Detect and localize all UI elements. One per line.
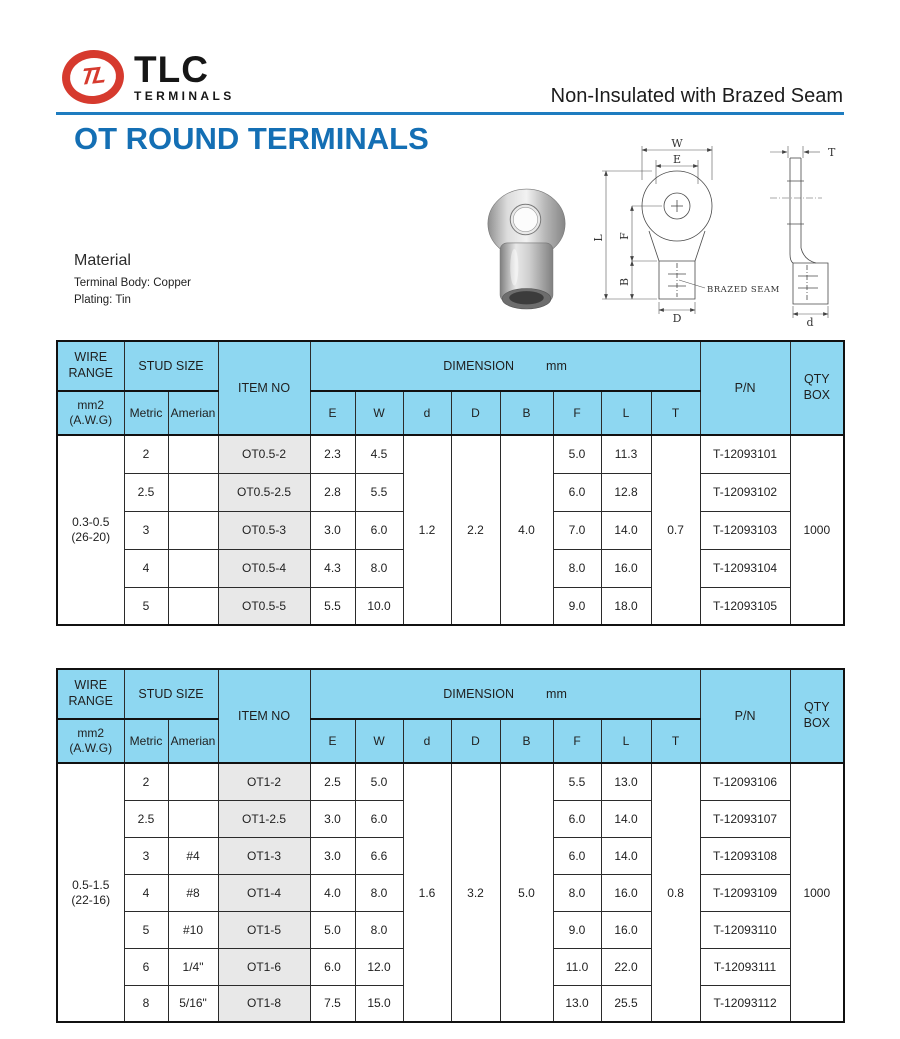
side-view-drawing <box>760 136 860 328</box>
cell-american <box>168 473 218 511</box>
cell-e: 5.5 <box>310 587 355 625</box>
col-qty-box: QTY BOX <box>790 669 844 763</box>
cell-american <box>168 435 218 473</box>
material-section <box>74 252 191 310</box>
cell-t-shared: 0.8 <box>651 763 700 1022</box>
cell-w: 5.5 <box>355 473 403 511</box>
cell-e: 3.0 <box>310 800 355 837</box>
brand-logo <box>62 50 235 104</box>
col-wire-sub: mm2 (A.W.G) <box>57 719 124 763</box>
col-wire-range: WIRE RANGE <box>57 669 124 719</box>
cell-american <box>168 549 218 587</box>
cell-american <box>168 800 218 837</box>
col-pn: P/N <box>700 341 790 435</box>
cell-pn: T-12093111 <box>700 948 790 985</box>
cell-item-no: OT0.5-5 <box>218 587 310 625</box>
col-american: Amerian <box>168 719 218 763</box>
cell-f: 6.0 <box>553 800 601 837</box>
cell-f: 11.0 <box>553 948 601 985</box>
cell-f: 8.0 <box>553 874 601 911</box>
cell-l: 14.0 <box>601 800 651 837</box>
cell-metric: 3 <box>124 511 168 549</box>
cell-f: 5.0 <box>553 435 601 473</box>
cell-item-no: OT1-6 <box>218 948 310 985</box>
dim-label-l: L <box>592 234 605 242</box>
brand-text <box>134 50 235 103</box>
cell-e: 6.0 <box>310 948 355 985</box>
cell-l: 25.5 <box>601 985 651 1022</box>
cell-l: 12.8 <box>601 473 651 511</box>
cell-f: 8.0 <box>553 549 601 587</box>
cell-w: 10.0 <box>355 587 403 625</box>
col-item-no: ITEM NO <box>218 669 310 763</box>
dim-label-b: B <box>618 277 631 287</box>
col-dimension: DIMENSION mm <box>310 669 700 719</box>
cell-f: 6.0 <box>553 837 601 874</box>
col-pn: P/N <box>700 669 790 763</box>
col-stud-size: STUD SIZE <box>124 341 218 391</box>
col-dim-w: W <box>355 391 403 435</box>
cell-w: 6.6 <box>355 837 403 874</box>
cell-f: 5.5 <box>553 763 601 800</box>
cell-metric: 5 <box>124 911 168 948</box>
col-dim-b: B <box>500 719 553 763</box>
cell-item-no: OT1-8 <box>218 985 310 1022</box>
cell-item-no: OT0.5-2 <box>218 435 310 473</box>
cell-e: 5.0 <box>310 911 355 948</box>
spec-table-ot1 <box>56 668 845 1023</box>
cell-b-shared: 5.0 <box>500 763 553 1022</box>
cell-metric: 2 <box>124 763 168 800</box>
cell-l: 14.0 <box>601 837 651 874</box>
cell-american: 1/4" <box>168 948 218 985</box>
cell-l: 14.0 <box>601 511 651 549</box>
header-rule <box>56 112 844 115</box>
cell-american: 5/16" <box>168 985 218 1022</box>
cell-american: #10 <box>168 911 218 948</box>
cell-pn: T-12093105 <box>700 587 790 625</box>
spec-table-ot05 <box>56 340 845 626</box>
cell-e: 2.3 <box>310 435 355 473</box>
cell-w: 5.0 <box>355 763 403 800</box>
cell-item-no: OT1-2.5 <box>218 800 310 837</box>
cell-item-no: OT0.5-3 <box>218 511 310 549</box>
cell-metric: 2.5 <box>124 800 168 837</box>
cell-w: 8.0 <box>355 911 403 948</box>
col-dim-f: F <box>553 719 601 763</box>
cell-item-no: OT1-2 <box>218 763 310 800</box>
cell-pn: T-12093109 <box>700 874 790 911</box>
cell-w: 8.0 <box>355 874 403 911</box>
col-dim-t: T <box>651 719 700 763</box>
col-stud-size: STUD SIZE <box>124 669 218 719</box>
cell-b-shared: 4.0 <box>500 435 553 625</box>
col-wire-sub: mm2 (A.W.G) <box>57 391 124 435</box>
col-dim-t: T <box>651 391 700 435</box>
cell-l: 18.0 <box>601 587 651 625</box>
cell-pn: T-12093107 <box>700 800 790 837</box>
cell-item-no: OT0.5-4 <box>218 549 310 587</box>
cell-e: 2.8 <box>310 473 355 511</box>
cell-american <box>168 587 218 625</box>
cell-metric: 2.5 <box>124 473 168 511</box>
cell-pn: T-12093102 <box>700 473 790 511</box>
cell-e: 2.5 <box>310 763 355 800</box>
cell-l: 13.0 <box>601 763 651 800</box>
cell-wire-range: 0.5-1.5 (22-16) <box>57 763 124 1022</box>
cell-d-shared: 1.2 <box>403 435 451 625</box>
cell-metric: 4 <box>124 549 168 587</box>
cell-t-shared: 0.7 <box>651 435 700 625</box>
cell-american: #4 <box>168 837 218 874</box>
material-heading: Material <box>74 252 131 269</box>
col-dim-e: E <box>310 391 355 435</box>
emblem-letters: TL <box>79 60 107 90</box>
cell-pn: T-12093101 <box>700 435 790 473</box>
cell-f: 9.0 <box>553 587 601 625</box>
cell-l: 22.0 <box>601 948 651 985</box>
dim-label-f: F <box>618 232 631 240</box>
dim-label-d-upper: D <box>672 312 682 325</box>
col-dim-D: D <box>451 719 500 763</box>
cell-w: 12.0 <box>355 948 403 985</box>
cell-l: 16.0 <box>601 549 651 587</box>
cell-american <box>168 511 218 549</box>
cell-item-no: OT1-4 <box>218 874 310 911</box>
material-plating-line: Plating: Tin <box>74 294 131 307</box>
cell-american: #8 <box>168 874 218 911</box>
cell-pn: T-12093112 <box>700 985 790 1022</box>
cell-e: 3.0 <box>310 511 355 549</box>
table-row <box>57 435 844 473</box>
col-american: Amerian <box>168 391 218 435</box>
cell-l: 16.0 <box>601 874 651 911</box>
col-dim-l: L <box>601 719 651 763</box>
col-dim-f: F <box>553 391 601 435</box>
cell-w: 6.0 <box>355 511 403 549</box>
brand-emblem-icon <box>59 47 126 107</box>
cell-wire-range: 0.3-0.5 (26-20) <box>57 435 124 625</box>
col-metric: Metric <box>124 719 168 763</box>
cell-l: 11.3 <box>601 435 651 473</box>
dim-label-e: E <box>672 153 682 166</box>
cell-l: 16.0 <box>601 911 651 948</box>
col-item-no: ITEM NO <box>218 341 310 435</box>
page-title: OT ROUND TERMINALS <box>74 121 429 156</box>
cell-f: 6.0 <box>553 473 601 511</box>
col-dim-d: d <box>403 391 451 435</box>
table-row <box>57 763 844 800</box>
cell-w: 4.5 <box>355 435 403 473</box>
series-tagline: Non-Insulated with Brazed Seam <box>550 85 843 107</box>
cell-e: 4.3 <box>310 549 355 587</box>
col-dim-w: W <box>355 719 403 763</box>
cell-D-shared: 3.2 <box>451 763 500 1022</box>
col-qty-box: QTY BOX <box>790 341 844 435</box>
brazed-seam-label: BRAZED SEAM <box>707 285 780 295</box>
cell-w: 8.0 <box>355 549 403 587</box>
cell-f: 9.0 <box>553 911 601 948</box>
cell-e: 7.5 <box>310 985 355 1022</box>
col-dim-d: d <box>403 719 451 763</box>
cell-pn: T-12093104 <box>700 549 790 587</box>
brand-subtitle: TERMINALS <box>134 89 235 104</box>
col-dim-e: E <box>310 719 355 763</box>
col-dim-b: B <box>500 391 553 435</box>
cell-metric: 5 <box>124 587 168 625</box>
cell-item-no: OT1-3 <box>218 837 310 874</box>
dim-label-t: T <box>828 146 836 159</box>
cell-qty-box: 1000 <box>790 435 844 625</box>
col-dimension: DIMENSION mm <box>310 341 700 391</box>
brand-name: TLC <box>134 49 209 90</box>
col-metric: Metric <box>124 391 168 435</box>
cell-D-shared: 2.2 <box>451 435 500 625</box>
col-dim-D: D <box>451 391 500 435</box>
cell-pn: T-12093108 <box>700 837 790 874</box>
cell-metric: 3 <box>124 837 168 874</box>
cell-e: 3.0 <box>310 837 355 874</box>
cell-metric: 8 <box>124 985 168 1022</box>
cell-pn: T-12093106 <box>700 763 790 800</box>
cell-pn: T-12093110 <box>700 911 790 948</box>
cell-w: 15.0 <box>355 985 403 1022</box>
col-dim-l: L <box>601 391 651 435</box>
cell-american <box>168 763 218 800</box>
product-photo <box>479 186 574 313</box>
cell-item-no: OT1-5 <box>218 911 310 948</box>
dim-label-d-lower: d <box>806 316 814 328</box>
cell-metric: 2 <box>124 435 168 473</box>
col-wire-range: WIRE RANGE <box>57 341 124 391</box>
cell-f: 13.0 <box>553 985 601 1022</box>
cell-w: 6.0 <box>355 800 403 837</box>
cell-qty-box: 1000 <box>790 763 844 1022</box>
cell-metric: 4 <box>124 874 168 911</box>
cell-pn: T-12093103 <box>700 511 790 549</box>
cell-metric: 6 <box>124 948 168 985</box>
dim-label-w: W <box>671 137 683 150</box>
material-body-line: Terminal Body: Copper <box>74 277 191 289</box>
cell-f: 7.0 <box>553 511 601 549</box>
cell-e: 4.0 <box>310 874 355 911</box>
cell-item-no: OT0.5-2.5 <box>218 473 310 511</box>
cell-d-shared: 1.6 <box>403 763 451 1022</box>
